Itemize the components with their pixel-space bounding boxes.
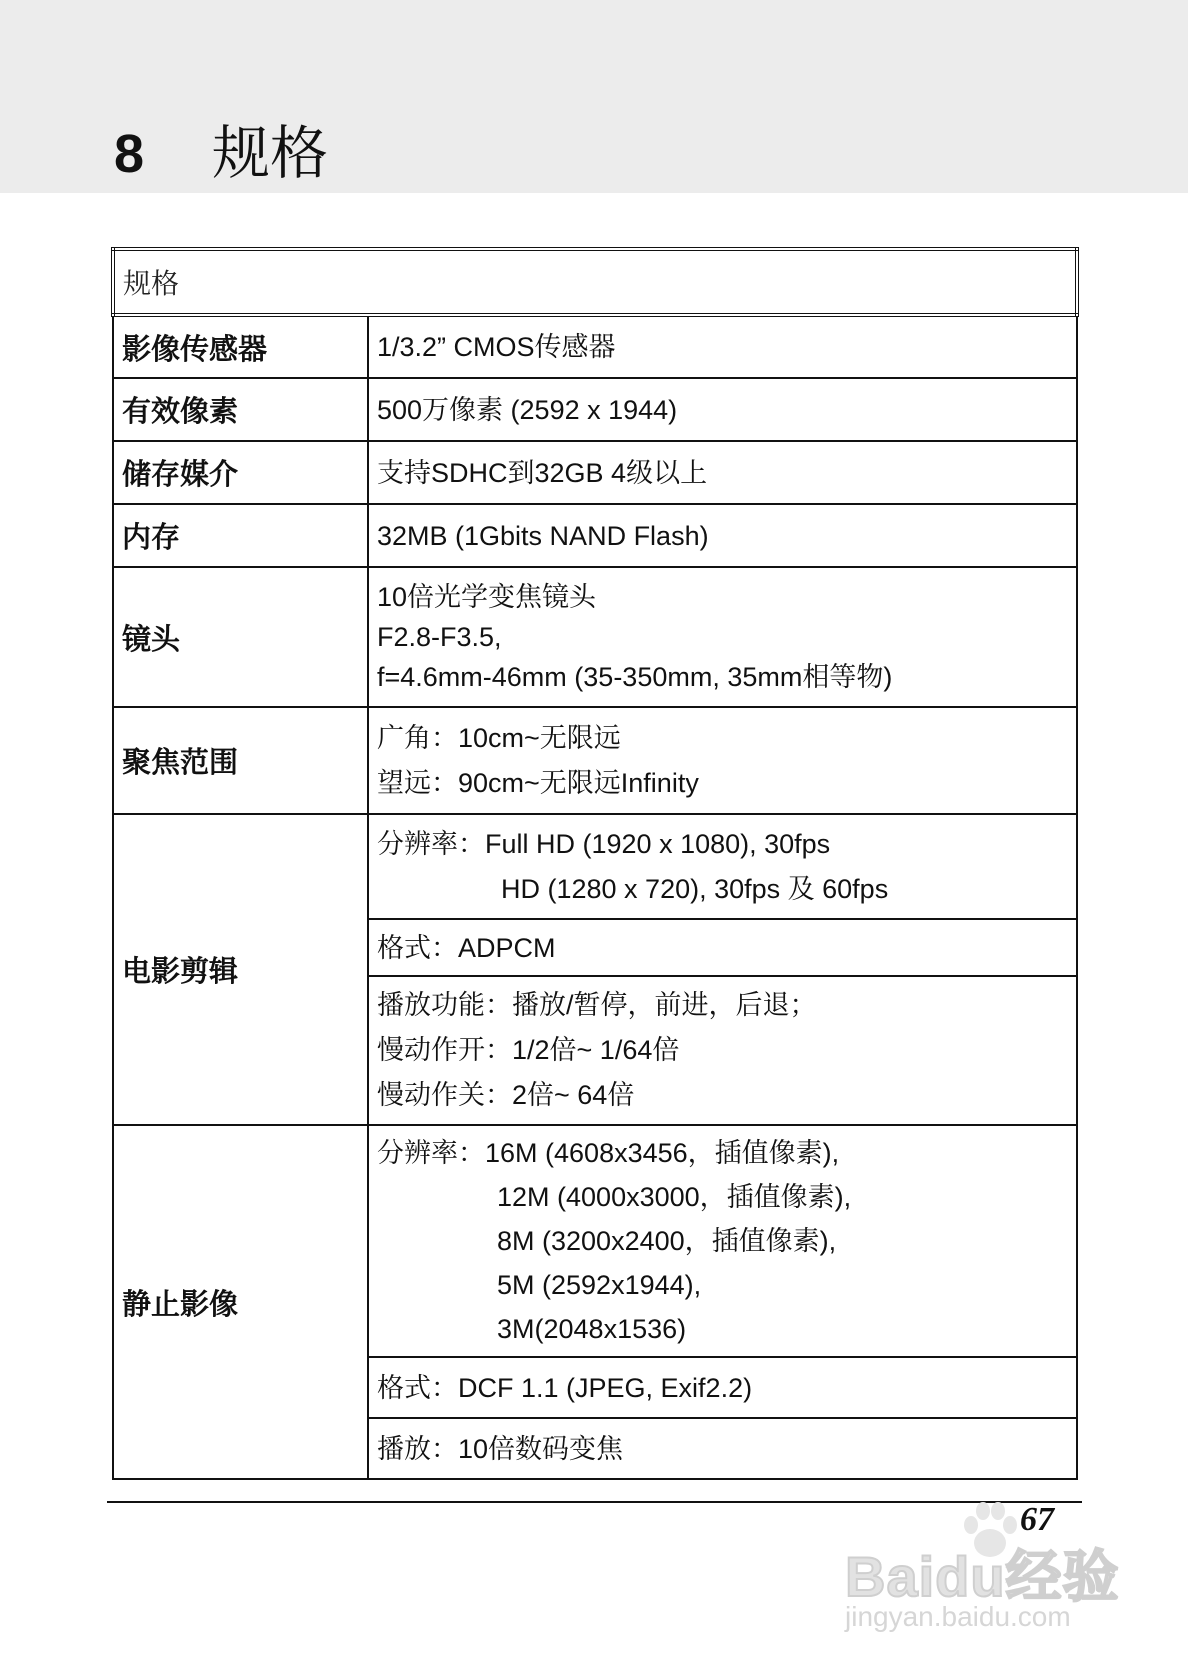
chapter-number: 8 xyxy=(114,124,145,184)
chapter-title: 规格 xyxy=(212,119,329,187)
row-label: 聚焦范围 xyxy=(113,707,368,814)
value-line: 望远：90cm~无限远Infinity xyxy=(377,767,699,798)
movie-format: 格式：ADPCM xyxy=(368,919,1077,976)
table-row xyxy=(113,315,1077,378)
value-line: 慢动作开：1/2倍~ 1/64倍 xyxy=(377,1035,680,1065)
row-label: 电影剪辑 xyxy=(113,814,368,1125)
row-label: 静止影像 xyxy=(113,1125,368,1479)
table-header-row xyxy=(113,249,1077,315)
row-value: 支持SDHC到32GB 4级以上 xyxy=(368,441,1077,504)
table-row xyxy=(113,441,1077,504)
row-label: 有效像素 xyxy=(113,378,368,441)
value-line: 10倍光学变焦镜头 xyxy=(377,582,597,612)
spec-table xyxy=(111,247,1079,1480)
row-value xyxy=(368,707,1077,814)
row-label: 内存 xyxy=(113,504,368,567)
value-line: 5M (2592x1944), xyxy=(497,1270,702,1300)
row-value: 32MB (1Gbits NAND Flash) xyxy=(368,504,1077,567)
movie-playback xyxy=(368,976,1077,1125)
still-playback: 播放：10倍数码变焦 xyxy=(368,1418,1077,1479)
value-line: 分辨率：Full HD (1920 x 1080), 30fps xyxy=(377,828,831,859)
table-row xyxy=(113,814,1077,919)
bottom-rule xyxy=(107,1501,1082,1503)
table-row xyxy=(113,1125,1077,1357)
page-number: 67 xyxy=(1020,1501,1054,1538)
row-label: 镜头 xyxy=(113,567,368,707)
value-line: 12M (4000x3000，插值像素), xyxy=(497,1182,852,1212)
table-row xyxy=(113,378,1077,441)
value-line: f=4.6mm-46mm (35-350mm, 35mm相等物) xyxy=(377,662,893,692)
value-line: 广角：10cm~无限远 xyxy=(377,722,621,753)
chapter-header-band xyxy=(0,0,1188,193)
row-value: 500万像素 (2592 x 1944) xyxy=(368,378,1077,441)
value-line: 8M (3200x2400，插值像素), xyxy=(497,1226,837,1256)
value-line: 分辨率：16M (4608x3456，插值像素), xyxy=(377,1138,840,1168)
table-header: 规格 xyxy=(113,249,1077,315)
watermark-url: jingyan.baidu.com xyxy=(845,1601,1071,1632)
value-line: 3M(2048x1536) xyxy=(497,1314,687,1344)
value-line: 播放功能：播放/暂停，前进，后退； xyxy=(377,990,817,1020)
table-row xyxy=(113,567,1077,707)
baidu-watermark xyxy=(845,1525,1120,1635)
row-label: 储存媒介 xyxy=(113,441,368,504)
value-line: 慢动作关：2倍~ 64倍 xyxy=(377,1080,635,1110)
value-line: HD (1280 x 720), 30fps 及 60fps xyxy=(501,873,889,904)
still-format: 格式：DCF 1.1 (JPEG, Exif2.2) xyxy=(368,1357,1077,1418)
value-line: F2.8-F3.5, xyxy=(377,622,502,652)
row-label: 影像传感器 xyxy=(113,315,368,378)
movie-resolution xyxy=(368,814,1077,919)
watermark-brand: Baidu经验 xyxy=(845,1545,1120,1608)
still-resolution xyxy=(368,1125,1077,1357)
table-row xyxy=(113,707,1077,814)
row-value xyxy=(368,567,1077,707)
table-row xyxy=(113,504,1077,567)
row-value: 1/3.2” CMOS传感器 xyxy=(368,315,1077,378)
